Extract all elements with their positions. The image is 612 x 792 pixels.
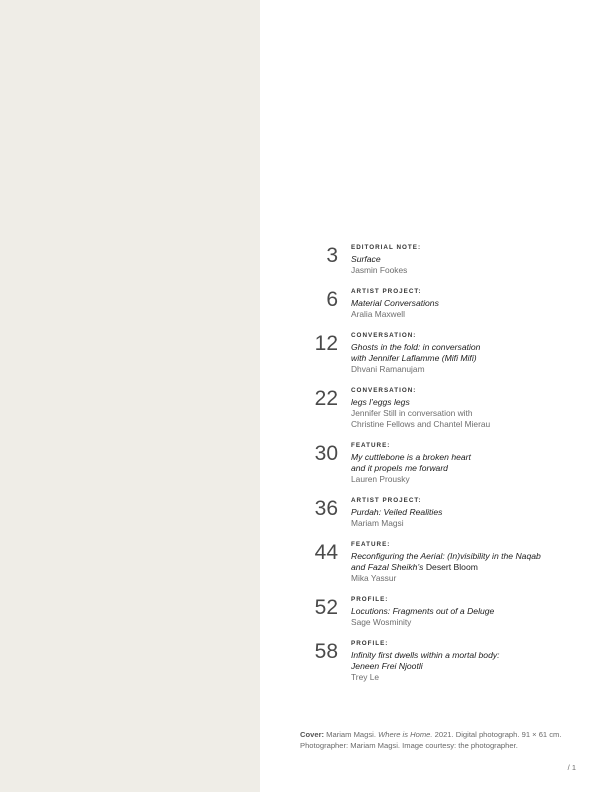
entry-title-work: Desert Bloom (425, 562, 478, 572)
page-number: 44 (314, 541, 338, 564)
entry-title (351, 551, 591, 573)
entry-author: Jennifer Still in conversation with Christine Fellows and Chantel Mierau (351, 408, 491, 429)
entry-author: Mariam Magsi (351, 518, 404, 528)
entry-title: Material Conversations (351, 298, 439, 308)
entry-title: Ghosts in the fold: in conversation with Jennifer Laflamme (Mifi Mifi) (351, 342, 481, 363)
entry-title: Surface (351, 254, 381, 264)
page-number: 30 (314, 442, 338, 465)
sidebar-panel (0, 0, 260, 792)
cover-credit-line (300, 729, 600, 740)
entry-title: legs l’eggs legs (351, 397, 410, 407)
category-label: ARTIST PROJECT: (351, 497, 422, 504)
page-number: 6 (326, 288, 338, 311)
cover-artist: Mariam Magsi. (324, 730, 379, 739)
entry-author: Sage Wosminity (351, 617, 412, 627)
page-number: 22 (314, 387, 338, 410)
page-number-footer: / 1 (567, 763, 576, 772)
page-number: 12 (314, 332, 338, 355)
category-label: CONVERSATION: (351, 387, 417, 394)
entry-author: Mika Yassur (351, 573, 397, 583)
page-number: 52 (314, 596, 338, 619)
entry-author: Jasmin Fookes (351, 265, 408, 275)
entry-author: Trey Le (351, 672, 380, 682)
category-label: EDITORIAL NOTE: (351, 244, 422, 251)
category-label: CONVERSATION: (351, 332, 417, 339)
category-label: FEATURE: (351, 541, 391, 548)
entry-title: My cuttlebone is a broken heart and it propels me forward (351, 452, 471, 473)
category-label: ARTIST PROJECT: (351, 288, 422, 295)
category-label: FEATURE: (351, 442, 391, 449)
cover-title: Where is Home. (378, 730, 433, 739)
page-number: 58 (314, 640, 338, 663)
entry-title: Purdah: Veiled Realities (351, 507, 443, 517)
photographer-credit: Photographer: Mariam Magsi. Image courtesy: the photographer. (300, 741, 518, 750)
cover-credits (300, 729, 600, 751)
category-label: PROFILE: (351, 640, 389, 647)
page-number: 36 (314, 497, 338, 520)
cover-label: Cover: (300, 730, 325, 739)
entry-author: Aralia Maxwell (351, 309, 405, 319)
entry-title: Locutions: Fragments out of a Deluge (351, 606, 495, 616)
cover-details: 2021. Digital photograph. 91 × 61 cm. (432, 730, 562, 739)
entry-author: Lauren Prousky (351, 474, 410, 484)
entry-author: Dhvani Ramanujam (351, 364, 425, 374)
page-number: 3 (326, 244, 338, 267)
entry-title: Infinity first dwells within a mortal body: Jeneen Frei Njootli (351, 650, 500, 671)
category-label: PROFILE: (351, 596, 389, 603)
entry-title-part: Reconfiguring the Aerial: (In)visibility in the Naqab and Fazal Sheikh’s (351, 551, 541, 572)
